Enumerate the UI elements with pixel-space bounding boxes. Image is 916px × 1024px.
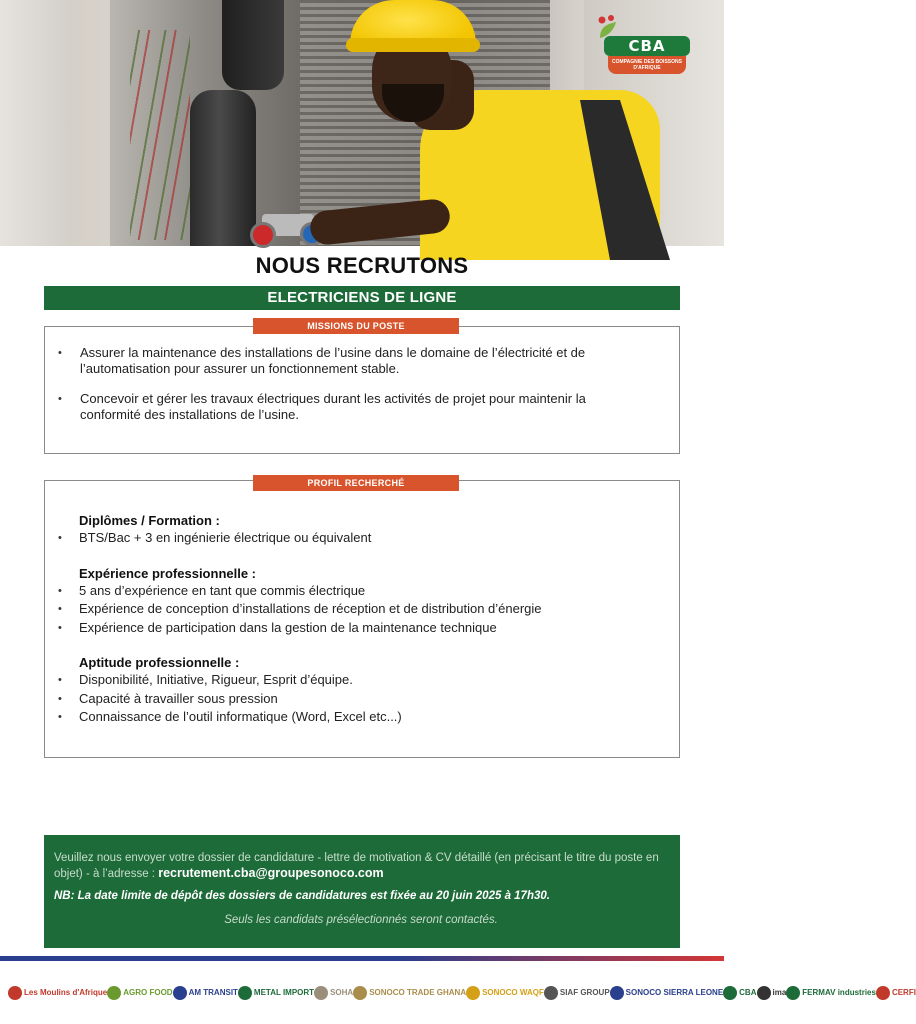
partner-logo bbox=[107, 986, 172, 1000]
compressor bbox=[222, 0, 284, 90]
partner-name: SONOCO WAQF bbox=[482, 988, 544, 998]
partner-icon bbox=[173, 986, 187, 1000]
partner-name: Les Moulins d'Afrique bbox=[24, 988, 108, 998]
partner-icon bbox=[353, 986, 367, 1000]
contact-text bbox=[54, 851, 668, 882]
missions-list bbox=[58, 345, 648, 437]
partner-name: SIAF GROUP bbox=[559, 988, 610, 998]
profil-tag: PROFIL RECHERCHÉ bbox=[253, 475, 459, 491]
partner-logo bbox=[314, 986, 353, 1000]
wall-left bbox=[0, 0, 70, 246]
contact-email-link[interactable]: recrutement.cba@groupesonoco.com bbox=[158, 866, 384, 880]
logo-brand: CBA bbox=[628, 37, 666, 55]
color-stripe bbox=[0, 956, 724, 961]
list-item: • Capacité à travailler sous pression bbox=[58, 690, 668, 709]
list-item: • Connaissance de l’outil informatique (Word, Excel etc...) bbox=[58, 708, 668, 727]
partner-icon bbox=[238, 986, 252, 1000]
contact-intro: Veuillez nous envoyer votre dossier de candidature - lettre de motivation & CV détaillé (en précisant le titre du poste en objet) - à l’adresse : bbox=[54, 852, 659, 880]
gas-tank bbox=[190, 90, 256, 246]
hard-hat-brim bbox=[346, 38, 480, 52]
logo-plate bbox=[604, 36, 690, 56]
aptitude-list bbox=[58, 671, 668, 727]
partner-icon bbox=[723, 986, 737, 1000]
partner-name: ima bbox=[772, 988, 787, 998]
partner-logo bbox=[786, 986, 876, 1000]
list-item: • Expérience de participation dans la gestion de la maintenance technique bbox=[58, 619, 668, 638]
partner-logo bbox=[466, 986, 544, 1000]
partner-icon bbox=[107, 986, 121, 1000]
partner-name: AGRO FOOD bbox=[123, 988, 173, 998]
missions-tag: MISSIONS DU POSTE bbox=[253, 318, 459, 334]
list-item: • Concevoir et gérer les travaux électriques durant les activités de projet pour maintenir la conformité des installations de l’usine. bbox=[58, 391, 648, 423]
logo-tagline: COMPAGNIE DES BOISSONS D'AFRIQUE bbox=[608, 56, 686, 74]
partner-name: CBA bbox=[739, 988, 757, 998]
hero-photo-electrician bbox=[0, 0, 724, 246]
partner-icon bbox=[786, 986, 800, 1000]
list-item: • Disponibilité, Initiative, Rigueur, Esprit d’équipe. bbox=[58, 671, 668, 690]
section-heading-experience: Expérience professionnelle : bbox=[79, 565, 257, 581]
profil-content bbox=[58, 512, 668, 744]
list-item: • 5 ans d’expérience en tant que commis électrique bbox=[58, 582, 668, 601]
red-gauge-icon bbox=[250, 222, 276, 248]
partner-icon bbox=[544, 986, 558, 1000]
partner-icon bbox=[8, 986, 22, 1000]
section-heading-diplomes: Diplômes / Formation : bbox=[79, 513, 220, 528]
partner-name: METAL IMPORT bbox=[253, 988, 315, 998]
partner-icon bbox=[314, 986, 328, 1000]
section-heading-aptitude: Aptitude professionnelle : bbox=[79, 655, 240, 670]
diplomes-list bbox=[58, 529, 668, 548]
partner-name: AM TRANSIT bbox=[188, 988, 238, 998]
job-title-bar: ELECTRICIENS DE LIGNE bbox=[44, 286, 680, 310]
cba-logo bbox=[594, 14, 692, 76]
contact-box bbox=[44, 835, 680, 948]
partner-icon bbox=[466, 986, 480, 1000]
list-item: • Expérience de conception d’installations de réception et de distribution d’énergie bbox=[58, 600, 668, 619]
partner-name: SONOCO TRADE GHANA bbox=[369, 988, 467, 998]
partner-logo bbox=[238, 986, 314, 1000]
partner-logo bbox=[876, 986, 916, 1000]
page-title: NOUS RECRUTONS bbox=[255, 253, 469, 278]
partner-logo bbox=[610, 986, 724, 1000]
partner-name: SONOCO SIERRA LEONE bbox=[625, 988, 724, 998]
list-item: • Assurer la maintenance des installations de l’usine dans le domaine de l’électricité et de l’automatisation pour assurer un fonctionnement stable. bbox=[58, 345, 648, 377]
partner-icon bbox=[610, 986, 624, 1000]
list-item: • BTS/Bac + 3 en ingénierie électrique ou équivalent bbox=[58, 529, 668, 548]
partner-logo bbox=[544, 986, 610, 1000]
partner-logo bbox=[353, 986, 466, 1000]
partner-logo bbox=[173, 986, 238, 1000]
partner-logo bbox=[757, 986, 787, 1000]
partner-name: SOHA bbox=[330, 988, 354, 998]
partner-logo bbox=[723, 986, 756, 1000]
partner-icon bbox=[757, 986, 771, 1000]
selection-note: Seuls les candidats présélectionnés seront contactés. bbox=[224, 914, 498, 926]
partner-name: CERFI bbox=[891, 988, 916, 998]
experience-list bbox=[58, 582, 668, 638]
partner-logos bbox=[8, 976, 916, 1010]
partner-logo bbox=[8, 986, 107, 1000]
cable-bundle bbox=[130, 30, 190, 240]
partner-icon bbox=[876, 986, 890, 1000]
deadline-note: NB: La date limite de dépôt des dossiers de candidatures est fixée au 20 juin 2025 à 17h30. bbox=[54, 890, 550, 902]
partner-name: FERMAV industries bbox=[802, 988, 876, 998]
